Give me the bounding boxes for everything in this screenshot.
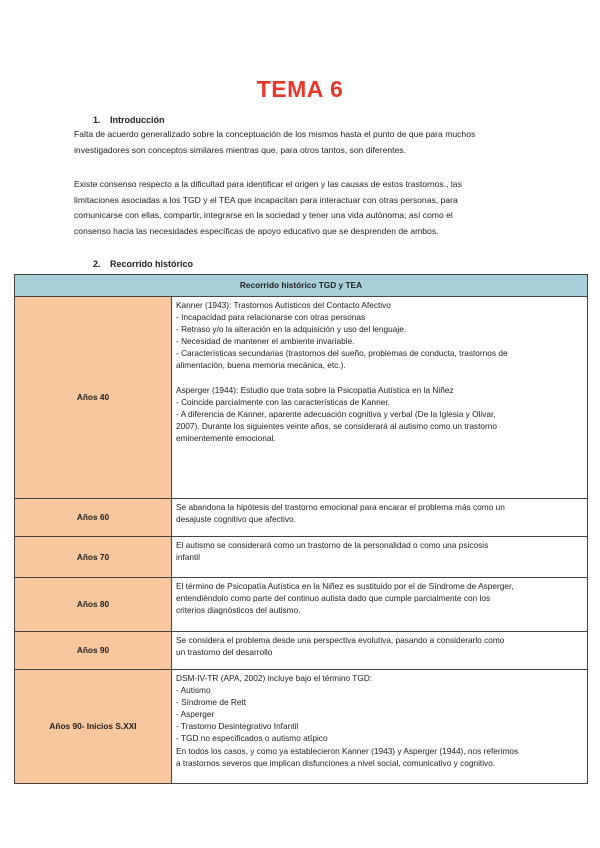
paragraph-line: investigadores son conceptos similares mientras que, para otros tantos, son diferentes. xyxy=(74,144,406,155)
description-line: - Trastorno Desintegrativo Infantil xyxy=(176,721,299,732)
period-description xyxy=(172,499,588,537)
description-line: - Características secundarias (trastornos del sueño, problemas de conducta, trastornos de xyxy=(176,348,508,359)
period-label: Años 70 xyxy=(15,537,172,578)
description-line: - Retraso y/o la alteración en la adquisición y uso del lenguaje. xyxy=(176,324,407,335)
description-line: - Incapacidad para relacionarse con otras personas xyxy=(176,312,366,323)
table-row xyxy=(15,632,588,670)
description-line: - Coincide parcialmente con las características de Kanner. xyxy=(176,396,390,407)
paragraph-line: limitaciones asociadas a los TGD y el TEA que incapacitan para interactuar con otras personas, para xyxy=(74,194,458,205)
period-description xyxy=(172,297,588,499)
period-label: Años 90 xyxy=(15,632,172,670)
paragraph-line: comunicarse con ellas, compartir, integrarse en la sociedad y tener una vida autónoma; así como el xyxy=(74,210,453,220)
intro-paragraph-2 xyxy=(74,177,544,239)
intro-paragraph-1 xyxy=(74,127,544,158)
description-line: Se considera el problema desde una perspectiva evolutiva, pasando a considerarlo como xyxy=(176,635,505,645)
description-line: criterios diagnósticos del autismo. xyxy=(176,605,301,616)
section-heading-recorrido xyxy=(93,259,193,269)
description-line: El autismo se considerará como un trastorno de la personalidad o como una psicosis xyxy=(176,540,489,550)
table-row xyxy=(15,499,588,537)
period-description xyxy=(172,537,588,578)
paragraph-line: consenso hacia las necesidades específicas de apoyo educativo que se desprenden de ambos. xyxy=(74,225,439,236)
period-label: Años 60 xyxy=(15,499,172,537)
description-line: infantil xyxy=(176,552,200,563)
description-line: El término de Psicopatía Autística en la Niñez es sustituido por el de Síndrome de Asperger, xyxy=(176,581,514,591)
table-row xyxy=(15,297,588,499)
description-line: Se abandona la hipótesis del trastorno emocional para encarar el problema más como un xyxy=(176,502,505,512)
table-body xyxy=(15,297,588,784)
description-line: entendiéndolo como parte del continuo autista dado que cumple parcialmente con los xyxy=(176,593,491,604)
description-line: DSM-IV-TR (APA, 2002) incluye bajo el término TGD: xyxy=(176,673,373,683)
description-line: - Autismo xyxy=(176,685,211,696)
table-header-row xyxy=(15,275,588,297)
table-row xyxy=(15,578,588,632)
table-header: Recorrido histórico TGD y TEA xyxy=(15,275,588,297)
description-line: - TGD no especificados o autismo atípico xyxy=(176,733,328,744)
page-title: TEMA 6 xyxy=(256,76,344,102)
section-title: Recorrido histórico xyxy=(110,259,194,269)
section-title: Introducción xyxy=(110,115,165,125)
description-line: eminentemente emocional. xyxy=(176,432,276,443)
period-label: Años 90- Inicios S.XXI xyxy=(15,670,172,784)
description-line: - A diferencia de Kanner, aparente adecuación cognitiva y verbal (De la Iglesia y Olivar, xyxy=(176,408,496,419)
period-description xyxy=(172,578,588,632)
section-number: 1. xyxy=(93,115,101,125)
description-line: 2007). Durante los siguientes veinte años, se considerará al autismo como un trastorno xyxy=(176,420,497,431)
description-line: Kanner (1943): Trastornos Autísticos del Contacto Afectivo xyxy=(176,300,391,310)
table-row xyxy=(15,537,588,578)
table-row xyxy=(15,670,588,784)
description-line: a trastornos severos que implican disfunciones a nivel social, comunicativo y cognitivo. xyxy=(176,757,496,768)
section-heading-introduccion xyxy=(93,115,165,125)
block-gap xyxy=(176,372,583,384)
description-line: desajuste cognitivo que afectivo. xyxy=(176,514,296,525)
description-line: - Necesidad de mantener el ambiente invariable. xyxy=(176,336,355,347)
section-number: 2. xyxy=(93,259,101,269)
description-line: un trastorno del desarrollo xyxy=(176,647,273,658)
description-line: - Síndrome de Rett xyxy=(176,697,247,708)
description-line: En todos los casos, y como ya establecieron Kanner (1943) y Asperger (1944), nos referimos xyxy=(176,745,519,756)
description-line: - Asperger xyxy=(176,709,215,720)
paragraph-line: Existe consenso respecto a la dificultad para identificar el origen y las causas de estos trastornos., las xyxy=(74,179,462,189)
paragraph-line: Falta de acuerdo generalizado sobre la conceptuación de los mismos hasta el punto de que para muchos xyxy=(74,129,476,139)
period-description xyxy=(172,670,588,784)
period-label: Años 80 xyxy=(15,578,172,632)
period-label: Años 40 xyxy=(15,297,172,499)
description-line: Asperger (1944): Estudio que trata sobre la Psicopatía Autística en la Niñez xyxy=(176,384,454,395)
period-description xyxy=(172,632,588,670)
description-line: alimentación, buena memoria mecánica, etc.). xyxy=(176,360,346,371)
history-table xyxy=(14,274,588,784)
